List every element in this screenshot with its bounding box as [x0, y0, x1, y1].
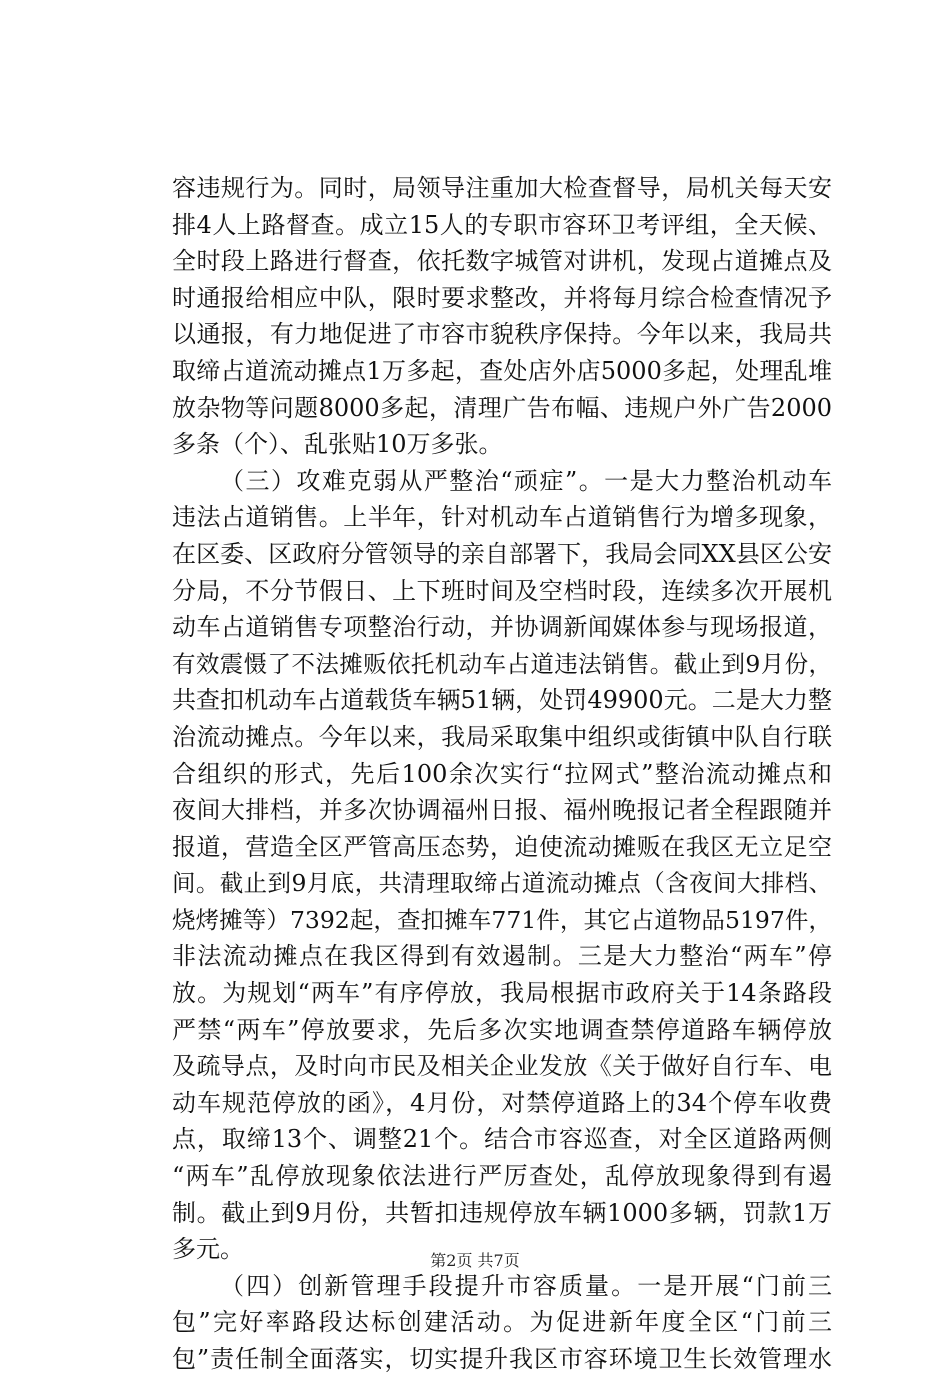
text-line: 动车占道销售专项整治行动，并协调新闻媒体参与现场报道，: [172, 613, 832, 642]
text-line: 治流动摊点。今年以来，我局采取集中组织或街镇中队自行联: [172, 722, 832, 751]
text-line: 共查扣机动车占道载货车辆51辆，处罚49900元。二是大力整: [172, 686, 832, 715]
text-line: 制。截止到9月份，共暂扣违规停放车辆1000多辆，罚款1万: [172, 1198, 832, 1227]
text-line: 非法流动摊点在我区得到有效遏制。三是大力整治“两车”停: [172, 942, 832, 971]
paragraph-start-line: （四）创新管理手段提升市容质量。一是开展“门前三: [220, 1271, 832, 1300]
body-text: [172, 170, 832, 1378]
text-line: 报道，营造全区严管高压态势，迫使流动摊贩在我区无立足空: [172, 832, 832, 861]
text-line: 夜间大排档，并多次协调福州日报、福州晚报记者全程跟随并: [172, 796, 832, 825]
text-line: 时通报给相应中队，限时要求整改，并将每月综合检查情况予: [172, 283, 832, 312]
text-line: 排4人上路督查。成立15人的专职市容环卫考评组，全天候、: [172, 210, 832, 239]
text-line: 多元。: [172, 1235, 244, 1264]
text-line: 放。为规划“两车”有序停放，我局根据市政府关于14条路段: [172, 979, 832, 1008]
text-line: 严禁“两车”停放要求，先后多次实地调查禁停道路车辆停放: [172, 1015, 832, 1044]
text-line: 取缔占道流动摊点1万多起，查处店外店5000多起，处理乱堆: [172, 356, 832, 385]
text-line: 动车规范停放的函》，4月份，对禁停道路上的34个停车收费: [172, 1088, 832, 1117]
text-line: 以通报，有力地促进了市容市貌秩序保持。今年以来，我局共: [172, 320, 832, 349]
text-line: 点，取缔13个、调整21个。结合市容巡查，对全区道路两侧: [172, 1125, 832, 1154]
text-line: 全时段上路进行督查，依托数字城管对讲机，发现占道摊点及: [172, 247, 832, 276]
text-line: 烧烤摊等）7392起，查扣摊车771件，其它占道物品5197件，: [172, 905, 832, 934]
paragraph-start-line: （三）攻难克弱从严整治“顽症”。一是大力整治机动车: [220, 466, 832, 495]
text-line: 容违规行为。同时，局领导注重加大检查督导，局机关每天安: [172, 174, 832, 202]
text-line: 放杂物等问题8000多起，清理广告布幅、违规户外广告2000: [172, 393, 832, 422]
text-line: 在区委、区政府分管领导的亲自部署下，我局会同XX县区公安: [172, 539, 832, 568]
text-line: 包”完好率路段达标创建活动。为促进新年度全区“门前三: [172, 1308, 832, 1337]
text-line: 及疏导点，及时向市民及相关企业发放《关于做好自行车、电: [172, 1052, 832, 1081]
text-line: 多条（个）、乱张贴10万多张。: [172, 430, 503, 459]
text-line: 分局，不分节假日、上下班时间及空档时段，连续多次开展机: [172, 576, 832, 605]
text-line: “两车”乱停放现象依法进行严厉查处，乱停放现象得到有遏: [172, 1162, 832, 1191]
text-line: 合组织的形式，先后100余次实行“拉网式”整治流动摊点和: [172, 759, 832, 788]
text-line: 包”责任制全面落实，切实提升我区市容环境卫生长效管理水: [172, 1345, 832, 1373]
page-footer: 第2页 共7页: [430, 1251, 520, 1270]
text-line: 违法占道销售。上半年，针对机动车占道销售行为增多现象，: [172, 503, 832, 532]
text-line: 间。截止到9月底，共清理取缔占道流动摊点（含夜间大排档、: [172, 869, 832, 898]
text-line: 有效震慑了不法摊贩依托机动车占道违法销售。截止到9月份，: [172, 649, 832, 678]
